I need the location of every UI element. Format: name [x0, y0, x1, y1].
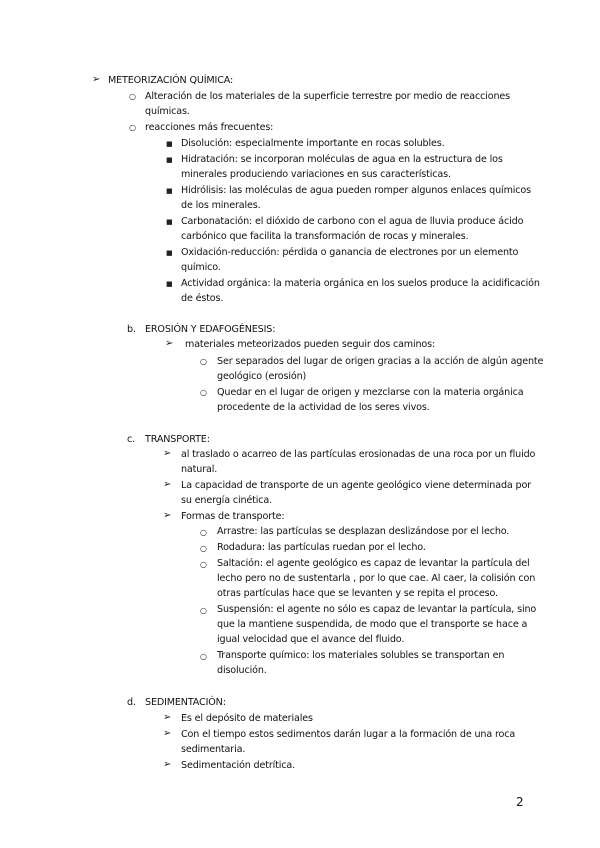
arrow-bullet-icon: ➢ [163, 759, 172, 770]
circle-bullet-icon: ○ [200, 544, 207, 553]
circle-bullet-icon: ○ [200, 606, 207, 615]
circle-bullet-icon: ○ [200, 528, 207, 537]
list-item: al traslado o acarreo de las partículas erosionadas de una roca por un fluido [181, 449, 536, 460]
list-item: Transporte químico: los materiales solubles se transportan en [217, 650, 505, 661]
list-item: Rodadura: las partículas ruedan por el lecho. [217, 542, 426, 553]
list-item: Hidratación: se incorporan moléculas de agua en la estructura de los [181, 154, 503, 165]
list-item: Es el depósito de materiales [181, 713, 313, 724]
list-item: lecho pero no de sustentarla , por lo que cae. Al caer, la colisión con [217, 573, 536, 584]
arrow-bullet-icon: ➢ [92, 74, 101, 85]
square-bullet-icon: ■ [166, 156, 173, 164]
list-item: geológico (erosión) [217, 371, 307, 382]
circle-bullet-icon: ○ [129, 123, 136, 132]
arrow-bullet-icon: ➢ [165, 338, 174, 349]
list-item: disolución. [217, 665, 267, 676]
circle-bullet-icon: ○ [200, 560, 207, 569]
list-item: La capacidad de transporte de un agente geológico viene determinada por [181, 480, 531, 491]
list-item: Carbonatación: el dióxido de carbono con el agua de lluvia produce ácido [181, 216, 524, 227]
list-item: Formas de transporte: [181, 511, 285, 522]
heading-transporte: TRANSPORTE: [145, 434, 210, 445]
section-marker: c. [127, 434, 136, 445]
page-number: 2 [516, 795, 524, 809]
arrow-bullet-icon: ➢ [163, 728, 172, 739]
list-item: materiales meteorizados pueden seguir dos caminos: [185, 339, 436, 350]
square-bullet-icon: ■ [166, 249, 173, 257]
section-marker: b. [127, 324, 136, 335]
list-item: Quedar en el lugar de origen y mezclarse con la materia orgánica [217, 387, 524, 398]
square-bullet-icon: ■ [166, 280, 173, 288]
list-item: Arrastre: las partículas se desplazan deslizándose por el lecho. [217, 526, 510, 537]
list-item: de los minerales. [181, 200, 261, 211]
list-item: Actividad orgánica: la materia orgánica en los suelos produce la acidificación [181, 278, 540, 289]
list-item: sedimentaria. [181, 744, 246, 755]
list-item: de éstos. [181, 293, 224, 304]
list-item: procedente de la actividad de los seres vivos. [217, 402, 430, 413]
circle-bullet-icon: ○ [129, 92, 136, 101]
arrow-bullet-icon: ➢ [163, 479, 172, 490]
square-bullet-icon: ■ [166, 218, 173, 226]
heading-sedimentacion: SEDIMENTACIÓN: [145, 697, 226, 708]
arrow-bullet-icon: ➢ [163, 712, 172, 723]
list-item: otras partículas hace que se levanten y se repita el proceso. [217, 588, 498, 599]
list-item: Alteración de los materiales de la superficie terrestre por medio de reacciones [145, 91, 511, 102]
heading-meteorizacion: METEORIZACIÓN QUÍMICA: [108, 75, 234, 86]
circle-bullet-icon: ○ [200, 388, 207, 397]
arrow-bullet-icon: ➢ [163, 510, 172, 521]
heading-erosion: EROSIÓN Y EDAFOGÉNESIS: [145, 324, 276, 335]
circle-bullet-icon: ○ [200, 652, 207, 661]
circle-bullet-icon: ○ [200, 357, 207, 366]
list-item: químico. [181, 262, 221, 273]
list-item: reacciones más frecuentes: [145, 122, 274, 133]
list-item: Sedimentación detrítica. [181, 760, 296, 771]
list-item: natural. [181, 464, 218, 475]
list-item: Hidrólisis: las moléculas de agua pueden romper algunos enlaces químicos [181, 185, 531, 196]
list-item: Disolución: especialmente importante en rocas solubles. [181, 138, 445, 149]
square-bullet-icon: ■ [166, 140, 173, 148]
list-item: carbónico que facilita la transformación de rocas y minerales. [181, 231, 469, 242]
list-item: igual velocidad que el avance del fluido. [217, 634, 405, 645]
arrow-bullet-icon: ➢ [163, 448, 172, 459]
list-item: Ser separados del lugar de origen gracias a la acción de algún agente [217, 356, 544, 367]
list-item: Suspensión: el agente no sólo es capaz de levantar la partícula, sino [217, 604, 537, 615]
list-item: que la mantiene suspendida, de modo que el transporte se hace a [217, 619, 528, 630]
list-item: Con el tiempo estos sedimentos darán lugar a la formación de una roca [181, 729, 516, 740]
list-item: químicas. [145, 106, 190, 117]
list-item: Saltación: el agente geológico es capaz de levantar la partícula del [217, 558, 530, 569]
list-item: Oxidación-reducción: pérdida o ganancia de electrones por un elemento [181, 247, 519, 258]
square-bullet-icon: ■ [166, 187, 173, 195]
list-item: minerales produciendo variaciones en sus características. [181, 169, 451, 180]
section-marker: d. [127, 697, 136, 708]
list-item: su energía cinética. [181, 495, 273, 506]
